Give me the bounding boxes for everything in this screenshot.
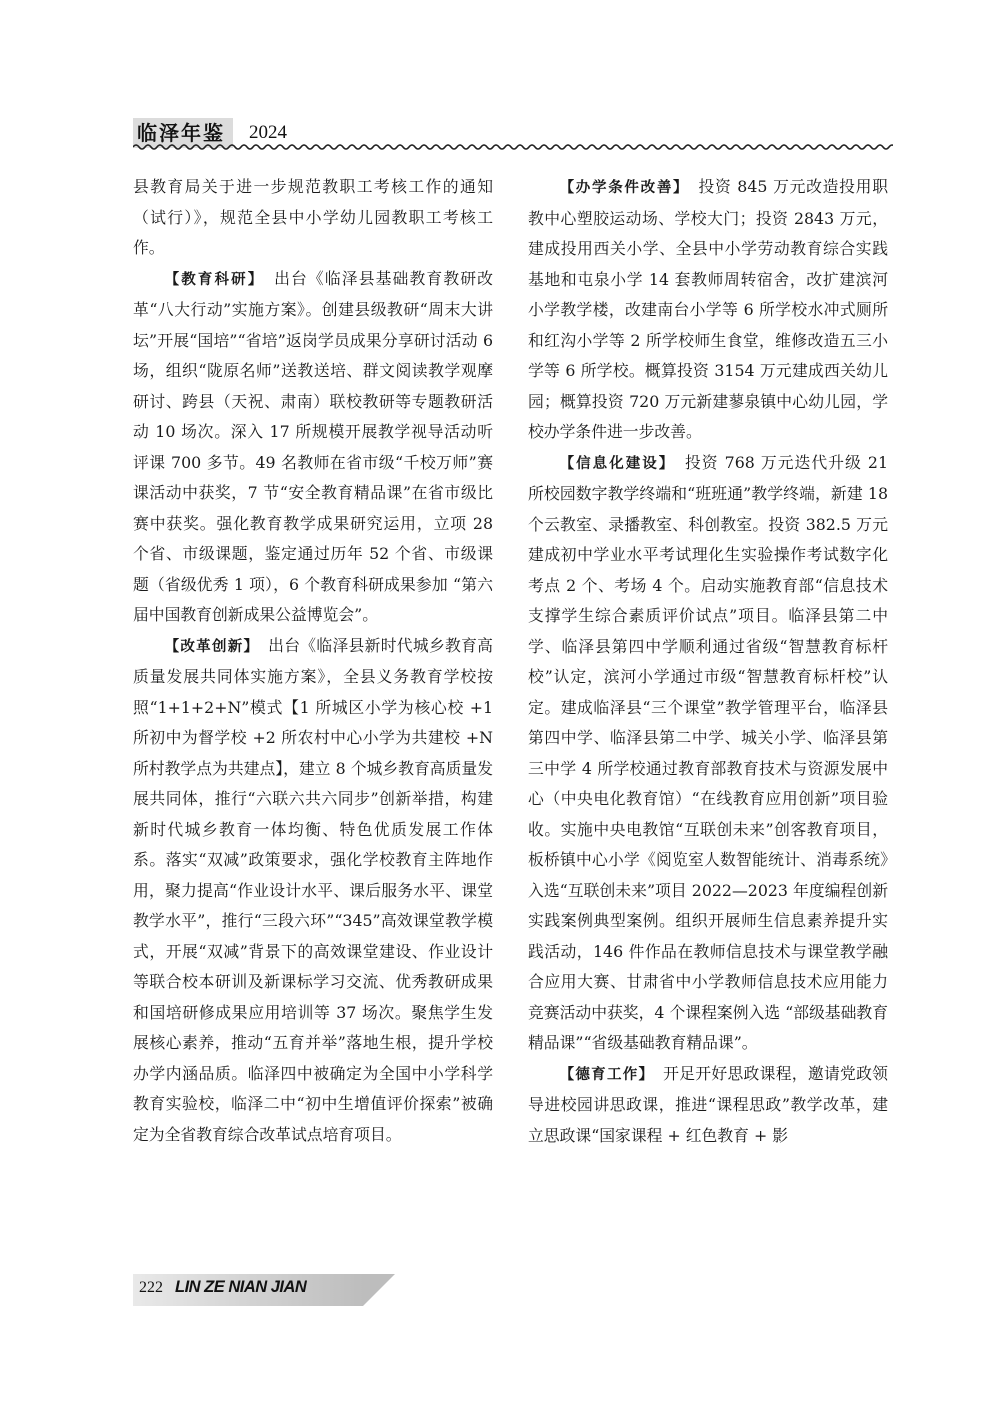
left-column [133, 172, 493, 1150]
paragraph-reform-innovation [133, 631, 493, 1151]
paragraph-informatization [528, 448, 888, 1059]
paragraph-continued: 县教育局关于进一步规范教职工考核工作的通知（试行）》，规范全县中小学幼儿园教职工考核工作。 [133, 177, 493, 257]
section-heading: 【德育工作】 [559, 1066, 648, 1083]
paragraph-school-conditions [528, 172, 888, 448]
section-body: 出台《临泽县新时代城乡教育高质量发展共同体实施方案》，全县义务教育学校按照“1+1+2+N”模式【1 所城区小学为核心校 +1 所初中为督学校 +2 所农村中心小学为共建校 +N 所村教学点为共建点】，建立 8 个城乡教育高质量发展共同体，推行“六联六共六同步”创新举措，构建新时代城乡教育一体均衡、特色优质发展工作体系。落实“双减”政策要求，强化学校教育主阵地作用，聚力提高“作业设计水平、课后服务水平、课堂教学水平”，推行“三段六环”“345”高效课堂教学模式，开展“双减”背景下的高效课堂建设、作业设计等联合校本研训及新课标学习交流、优秀教研成果和国培研修成果应用培训等 37 场次。聚焦学生发展核心素养，推动“五育并举”落地生根，提升学校办学内涵品质。临泽四中被确定为全国中小学科学教育实验校，临泽二中“初中生增值评价探索”被确定为全省教育综合改革试点培育项目。 [133, 635, 493, 1144]
right-column [528, 172, 888, 1151]
paragraph-education-research [133, 264, 493, 631]
paragraph-moral-education [528, 1059, 888, 1152]
section-heading: 【改革创新】 [164, 638, 253, 655]
section-body: 投资 768 万元迭代升级 21 所校园数字教学终端和“班班通”教学终端，新建 18 个云教室、录播教室、科创教室。投资 382.5 万元建成初中学业水平考试理化生实验操作考试数字化考点 2 个、考场 4 个。启动实施教育部“信息技术支撑学生综合素质评价试点”项目。临泽县第二中学、临泽县第四中学顺利通过省级“智慧教育标杆校”认定，滨河小学通过市级“智慧教育标杆校”认定。建成临泽县“三个课堂”教学管理平台，临泽县第四中学、临泽县第二中学、城关小学、临泽县第三中学 4 所学校通过教育部教育技术与资源发展中心（中央电化教育馆）“在线教育应用创新”项目验收。实施中央电教馆“互联创未来”创客教育项目，板桥镇中心小学《阅览室人数智能统计、消毒系统》入选“互联创未来”项目 2022—2023 年度编程创新实践案例典型案例。组织开展师生信息素养提升实践活动，146 件作品在教师信息技术与课堂教学融合应用大赛、甘肃省中小学教师信息技术应用能力竞赛活动中获奖，4 个课程案例入选 “部级基础教育精品课”“省级基础教育精品课”。 [528, 452, 889, 1052]
yearbook-year: 2024 [249, 122, 287, 143]
section-heading: 【办学条件改善】 [559, 180, 683, 196]
wavy-rule [133, 142, 893, 152]
section-body: 投资 845 万元改造投用职教中心塑胶运动场、学校大门；投资 2843 万元，建成投用西关小学、全县中小学劳动教育综合实践基地和屯泉小学 14 套教师周转宿舍，改扩建滨河小学教学楼，改建南台小学等 6 所学校水冲式厕所和红沟小学等 2 所学校师生食堂，维修改造五三小学等 6 所学校。概算投资 3154 万元建成西关幼儿园；概算投资 720 万元新建蓼泉镇中心幼儿园，学校办学条件进一步改善。 [528, 177, 888, 441]
section-body: 开足开好思政课程，邀请党政领导进校园讲思政课，推进“课程思政”教学改革，建立思政课“国家课程 + 红色教育 + 影 [528, 1063, 888, 1145]
section-heading: 【教育科研】 [164, 271, 258, 288]
page-footer [133, 1274, 395, 1306]
section-heading: 【信息化建设】 [559, 455, 669, 472]
page-header [133, 116, 893, 152]
page-number: 222 [139, 1279, 163, 1296]
running-title: LIN ZE NIAN JIAN [175, 1278, 307, 1296]
yearbook-title: 临泽年鉴 [133, 118, 233, 148]
section-body: 出台《临泽县基础教育教研改革“八大行动”实施方案》。创建县级教研“周末大讲坛”开展“国培”“省培”返岗学员成果分享研讨活动 6 场，组织“陇原名师”送教送培、群文阅读教学观摩研讨、跨县（天祝、肃南）联校教研等专题教研活动 10 场次。深入 17 所规模开展教学视导活动听评课 700 多节。49 名教师在省市级“千校万师”赛课活动中获奖，7 节“安全教育精品课”在省市级比赛中获奖。强化教育教学成果研究运用，立项 28 个省、市级课题，鉴定通过历年 52 个省、市级课题（省级优秀 1 项），6 个教育科研成果参加 “第六届中国教育创新成果公益博览会”。 [133, 268, 493, 624]
footer-band-tip [363, 1274, 395, 1306]
